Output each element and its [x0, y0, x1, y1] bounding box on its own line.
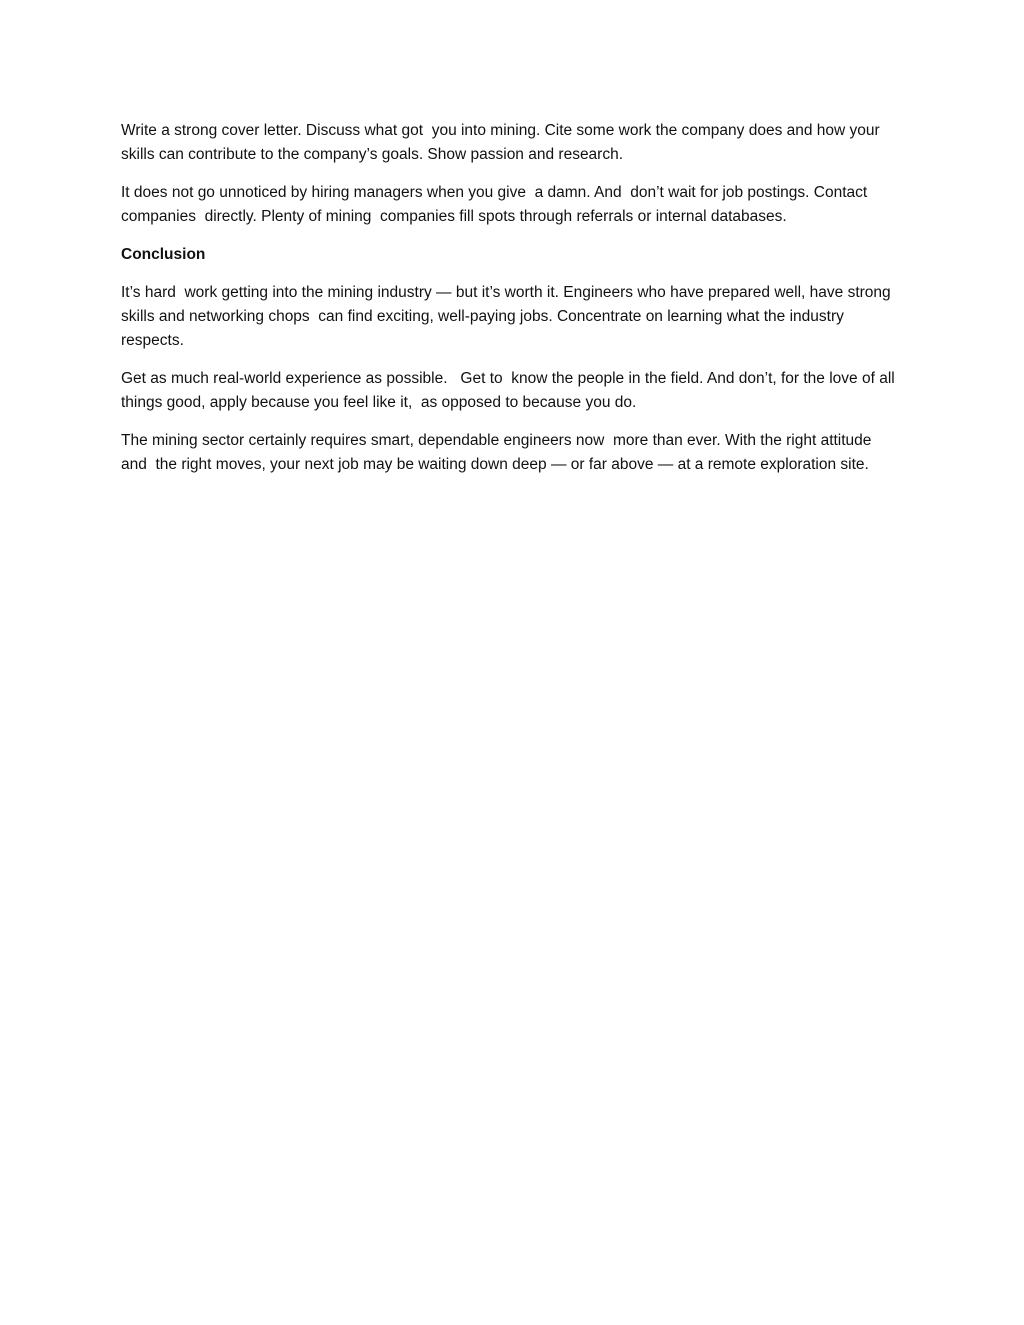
paragraph-real-world-experience: Get as much real-world experience as possible. Get to know the people in the field. And don’t, for the love of all things good, apply because you feel like it, as opposed to because you do.: [121, 370, 900, 411]
section-heading-conclusion: Conclusion: [121, 246, 206, 263]
paragraph-mining-sector: The mining sector certainly requires smart, dependable engineers now more than ever. With the right attitude and the right moves, your next job may be waiting down deep — or far above — at a remote exploration site.: [121, 432, 876, 473]
paragraph-hiring-managers: It does not go unnoticed by hiring managers when you give a damn. And don’t wait for job postings. Contact companies directly. Plenty of mining companies fill spots through referrals or internal databases.: [121, 184, 872, 225]
paragraph-hard-work: It’s hard work getting into the mining industry — but it’s worth it. Engineers who have prepared well, have strong skills and networking chops can find exciting, well-paying jobs. Concentrate on learning what the industry respects.: [121, 284, 895, 349]
document-body: [121, 119, 901, 491]
paragraph-cover-letter: Write a strong cover letter. Discuss what got you into mining. Cite some work the company does and how your skills can contribute to the company’s goals. Show passion and research.: [121, 122, 885, 163]
